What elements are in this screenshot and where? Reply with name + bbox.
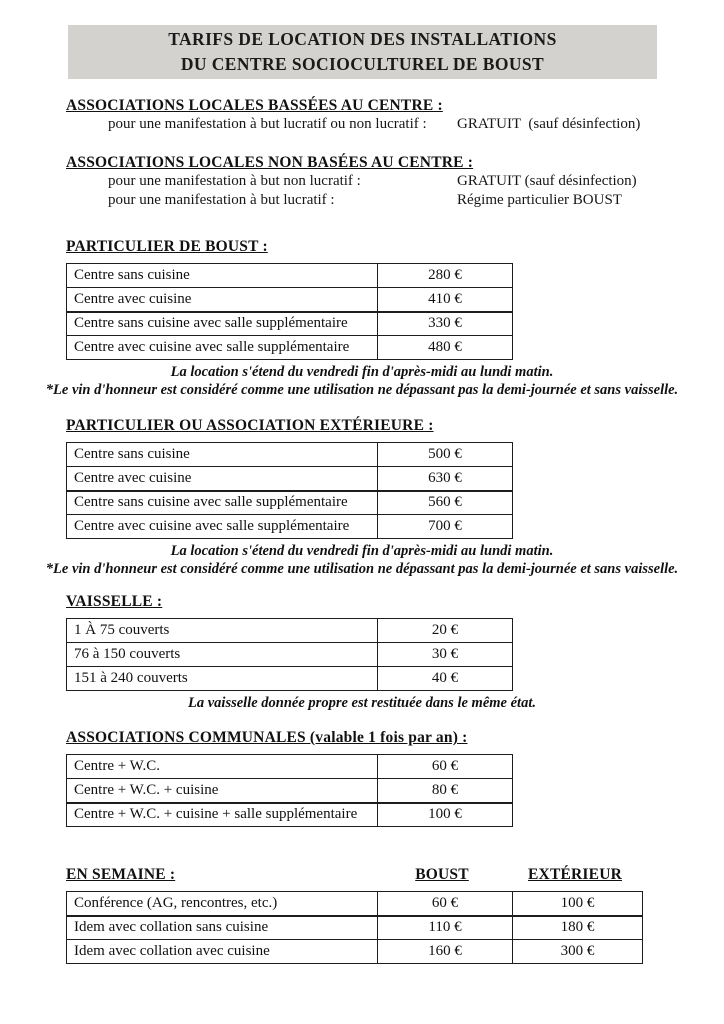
note-block (30, 542, 694, 578)
pricing-table-particulier-boust (66, 263, 513, 360)
column-header-boust: BOUST (415, 866, 469, 883)
row-price: 100 € (378, 803, 513, 827)
info-value: GRATUIT (sauf désinfection) (457, 173, 637, 189)
row-price-exterieur: 180 € (513, 916, 643, 940)
section-vaisselle (66, 592, 658, 691)
row-label: Centre avec cuisine (67, 288, 378, 312)
row-price: 80 € (378, 779, 513, 803)
row-label: Centre + W.C. + cuisine + salle supplémentaire (67, 803, 378, 827)
row-label: Idem avec collation sans cuisine (67, 916, 378, 940)
row-label: 1 À 75 couverts (67, 619, 378, 643)
row-price-boust: 60 € (378, 892, 513, 916)
table-row (67, 336, 513, 360)
table-row (67, 803, 513, 827)
row-price: 60 € (378, 755, 513, 779)
table-row (67, 288, 513, 312)
section-particulier-exterieur (66, 416, 658, 539)
pricing-table-en-semaine (66, 891, 643, 964)
row-price: 410 € (378, 288, 513, 312)
table-row (67, 779, 513, 803)
row-price: 40 € (378, 667, 513, 691)
row-label: Centre avec cuisine avec salle supplémentaire (67, 336, 378, 360)
section-heading: EN SEMAINE : (66, 866, 176, 883)
row-price: 560 € (378, 491, 513, 515)
row-price: 280 € (378, 264, 513, 288)
note-vaisselle: La vaisselle donnée propre est restituée dans le même état. (188, 695, 536, 711)
week-header (66, 865, 658, 884)
section-heading: PARTICULIER OU ASSOCIATION EXTÉRIEURE : (66, 417, 434, 434)
row-label: Centre sans cuisine avec salle supplémentaire (67, 491, 378, 515)
table-row (67, 755, 513, 779)
table-row (67, 667, 513, 691)
title-line-2: DU CENTRE SOCIOCULTUREL DE BOUST (180, 54, 545, 74)
section-en-semaine (66, 865, 658, 964)
row-label: Centre + W.C. + cuisine (67, 779, 378, 803)
info-label: pour une manifestation à but lucratif ou non lucratif : (108, 116, 427, 132)
title-line-1: TARIFS DE LOCATION DES INSTALLATIONS (168, 29, 557, 49)
table-row (67, 312, 513, 336)
section-associations-non-basees (66, 153, 658, 210)
section-heading: ASSOCIATIONS LOCALES NON BASÉES AU CENTRE : (66, 154, 474, 171)
pricing-table-vaisselle (66, 618, 513, 691)
pricing-table-communales (66, 754, 513, 827)
table-row (67, 892, 643, 916)
column-header-exterieur: EXTÉRIEUR (528, 866, 622, 883)
row-price: 20 € (378, 619, 513, 643)
info-value: Régime particulier BOUST (457, 192, 622, 208)
row-label: Centre sans cuisine (67, 443, 378, 467)
row-price: 700 € (378, 515, 513, 539)
row-label: Centre sans cuisine avec salle supplémentaire (67, 312, 378, 336)
row-price: 30 € (378, 643, 513, 667)
info-row (66, 115, 658, 134)
row-price: 330 € (378, 312, 513, 336)
table-row (67, 443, 513, 467)
section-associations-communales (66, 728, 658, 827)
note-block (30, 694, 694, 712)
row-label: Centre sans cuisine (67, 264, 378, 288)
info-row (66, 191, 658, 210)
table-row (67, 467, 513, 491)
note-location: La location s'étend du vendredi fin d'après-midi au lundi matin. (170, 364, 554, 380)
row-label: Idem avec collation avec cuisine (67, 940, 378, 964)
row-label: Centre avec cuisine (67, 467, 378, 491)
note-block (30, 363, 694, 399)
row-price-boust: 160 € (378, 940, 513, 964)
row-label: Centre avec cuisine avec salle supplémentaire (67, 515, 378, 539)
section-heading: ASSOCIATIONS COMMUNALES (valable 1 fois par an) : (66, 729, 468, 746)
row-price: 500 € (378, 443, 513, 467)
row-price: 480 € (378, 336, 513, 360)
section-associations-basees (66, 96, 658, 134)
row-label: 76 à 150 couverts (67, 643, 378, 667)
table-row (67, 940, 643, 964)
row-label: 151 à 240 couverts (67, 667, 378, 691)
title-banner (68, 25, 657, 79)
table-row (67, 643, 513, 667)
row-label: Conférence (AG, rencontres, etc.) (67, 892, 378, 916)
info-label: pour une manifestation à but lucratif : (108, 192, 335, 208)
row-price-boust: 110 € (378, 916, 513, 940)
note-location: La location s'étend du vendredi fin d'après-midi au lundi matin. (170, 543, 554, 559)
row-label: Centre + W.C. (67, 755, 378, 779)
section-heading: VAISSELLE : (66, 593, 163, 610)
section-heading: PARTICULIER DE BOUST : (66, 238, 268, 255)
row-price: 630 € (378, 467, 513, 491)
row-price-exterieur: 300 € (513, 940, 643, 964)
table-row (67, 515, 513, 539)
table-row (67, 916, 643, 940)
section-heading: ASSOCIATIONS LOCALES BASSÉES AU CENTRE : (66, 97, 443, 114)
row-price-exterieur: 100 € (513, 892, 643, 916)
pricing-table-particulier-exterieur (66, 442, 513, 539)
info-label: pour une manifestation à but non lucratif : (108, 173, 361, 189)
table-row (67, 491, 513, 515)
info-value: GRATUIT (sauf désinfection) (457, 116, 641, 132)
table-row (67, 619, 513, 643)
note-vin-honneur: *Le vin d'honneur est considéré comme une utilisation ne dépassant pas la demi-journée et sans vaisselle. (45, 561, 679, 577)
section-particulier-boust (66, 237, 658, 360)
info-row (66, 172, 658, 191)
note-vin-honneur: *Le vin d'honneur est considéré comme une utilisation ne dépassant pas la demi-journée et sans vaisselle. (45, 382, 679, 398)
table-row (67, 264, 513, 288)
